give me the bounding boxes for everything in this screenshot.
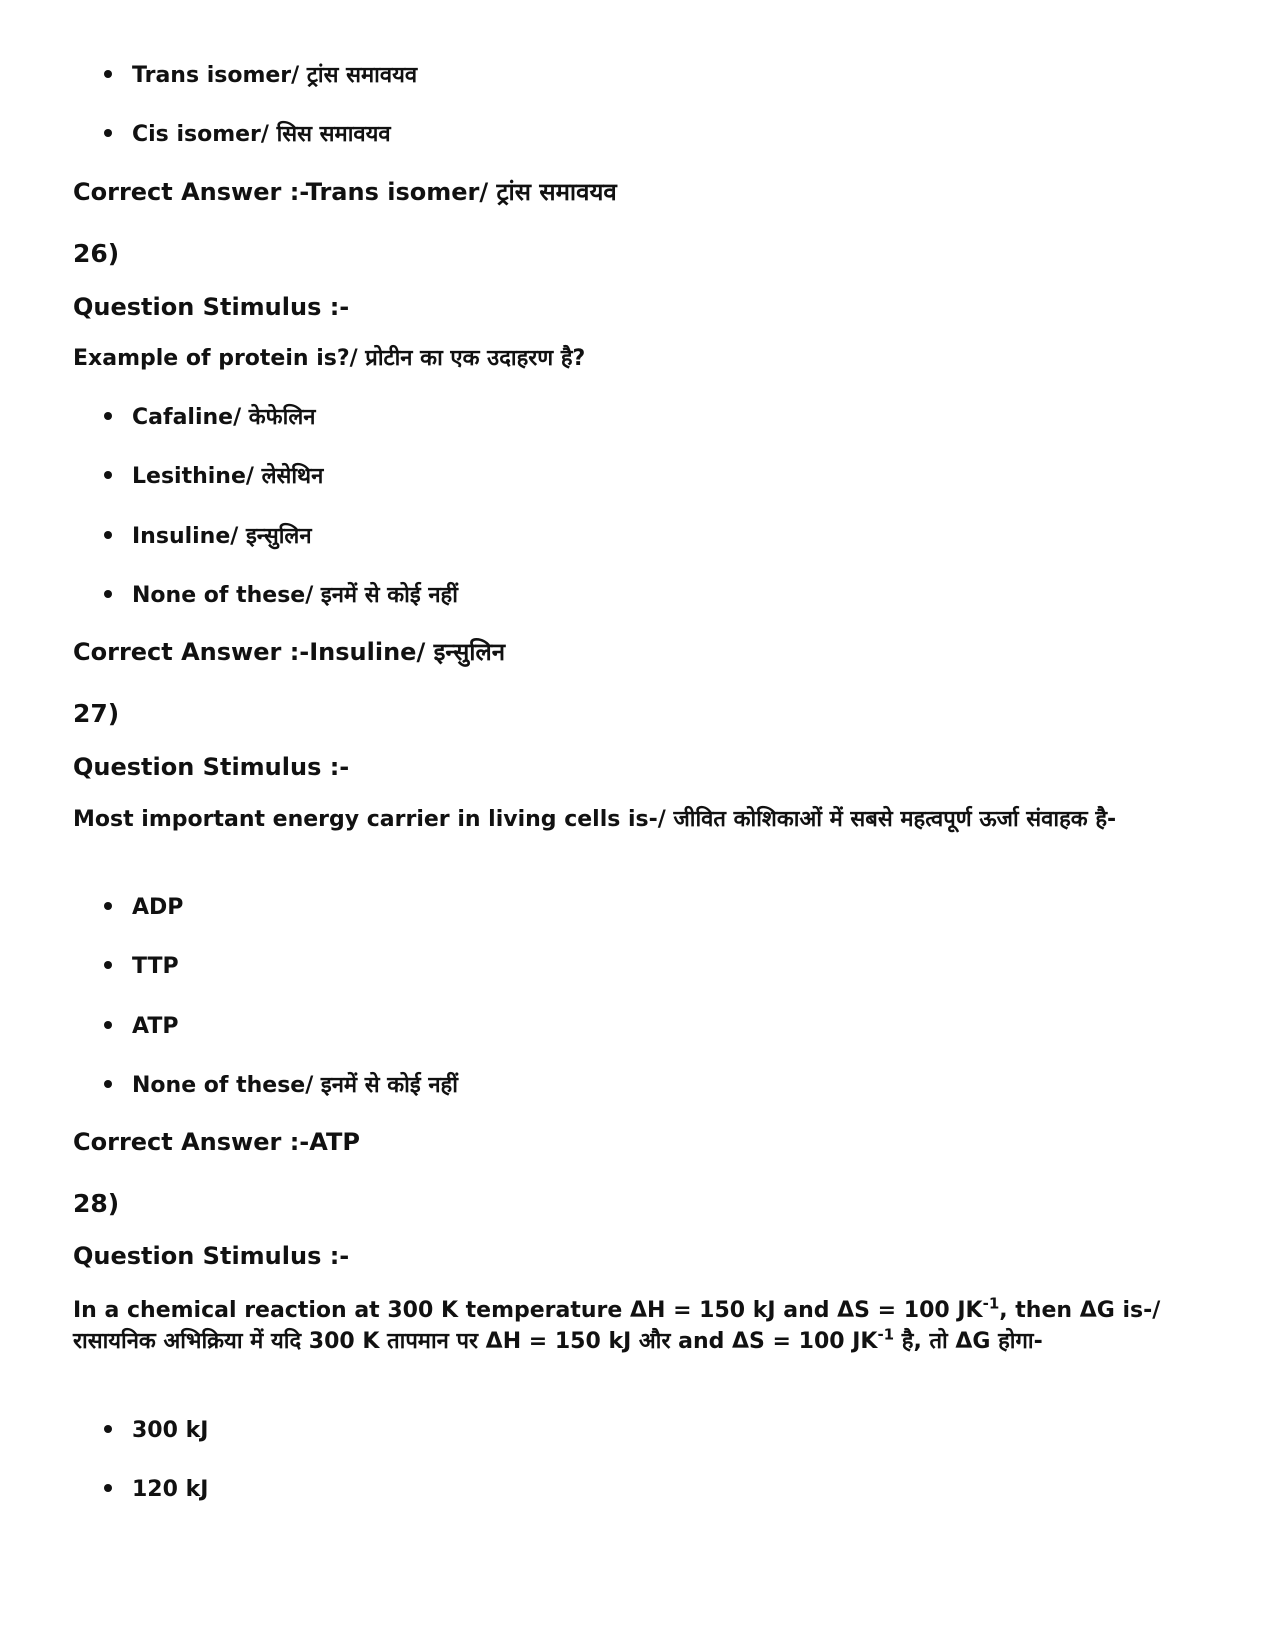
bullet-icon xyxy=(104,961,112,969)
option-item xyxy=(104,1012,178,1042)
bullet-icon xyxy=(104,531,112,539)
question-stimulus-label: Question Stimulus :- xyxy=(73,293,350,321)
question-number: 26) xyxy=(73,239,120,268)
option-item xyxy=(104,1475,208,1505)
option-item xyxy=(104,61,417,91)
option-text: 120 kJ xyxy=(132,1477,209,1502)
question-text-part: , then ΔG is-/ रासायनिक अभिक्रिया में यदि 300 K तापमान पर ΔH = 150 kJ और and ΔS = 100 JK xyxy=(73,1298,1161,1354)
option-item xyxy=(104,462,323,492)
option-text: Insuline/ इन्सुलिन xyxy=(132,524,312,549)
option-item xyxy=(104,893,183,923)
option-text: ATP xyxy=(132,1014,179,1039)
bullet-icon xyxy=(104,412,112,420)
option-text: 300 kJ xyxy=(132,1418,209,1443)
bullet-icon xyxy=(104,70,112,78)
option-item xyxy=(104,1416,208,1446)
option-text: Lesithine/ लेसेथिन xyxy=(132,464,324,489)
correct-answer: Correct Answer :-Insuline/ इन्सुलिन xyxy=(73,638,506,666)
bullet-icon xyxy=(104,471,112,479)
option-text: ADP xyxy=(132,895,184,920)
option-text: None of these/ इनमें से कोई नहीं xyxy=(132,1073,458,1098)
question-stimulus-label: Question Stimulus :- xyxy=(73,753,350,781)
superscript: -1 xyxy=(877,1325,895,1344)
option-text: TTP xyxy=(132,954,179,979)
option-text: Cafaline/ केफेलिन xyxy=(132,405,316,430)
bullet-icon xyxy=(104,902,112,910)
option-text: Trans isomer/ ट्रांस समावयव xyxy=(132,63,418,88)
correct-answer: Correct Answer :-ATP xyxy=(73,1128,360,1156)
option-item xyxy=(104,1071,458,1101)
question-text-part: In a chemical reaction at 300 K temperature ΔH = 150 kJ and ΔS = 100 JK xyxy=(73,1298,983,1323)
bullet-icon xyxy=(104,1021,112,1029)
bullet-icon xyxy=(104,590,112,598)
correct-answer: Correct Answer :-Trans isomer/ ट्रांस समावयव xyxy=(73,178,617,206)
option-item xyxy=(104,403,315,433)
option-item xyxy=(104,522,312,552)
bullet-icon xyxy=(104,1080,112,1088)
question-text xyxy=(73,1295,1213,1357)
bullet-icon xyxy=(104,129,112,137)
question-number: 28) xyxy=(73,1189,120,1218)
question-text: Most important energy carrier in living cells is-/ जीवित कोशिकाओं में सबसे महत्वपूर्ण ऊर्जा संवाहक है- xyxy=(73,807,1117,832)
bullet-icon xyxy=(104,1425,112,1433)
option-text: None of these/ इनमें से कोई नहीं xyxy=(132,583,458,608)
superscript: -1 xyxy=(982,1294,1000,1313)
option-text: Cis isomer/ सिस समावयव xyxy=(132,122,391,147)
option-item xyxy=(104,120,391,150)
question-number: 27) xyxy=(73,699,120,728)
question-stimulus-label: Question Stimulus :- xyxy=(73,1242,350,1270)
question-text-part: है, तो ΔG होगा- xyxy=(894,1329,1043,1354)
option-item xyxy=(104,952,179,982)
bullet-icon xyxy=(104,1484,112,1492)
question-text: Example of protein is?/ प्रोटीन का एक उदाहरण है? xyxy=(73,346,586,371)
option-item xyxy=(104,581,458,611)
